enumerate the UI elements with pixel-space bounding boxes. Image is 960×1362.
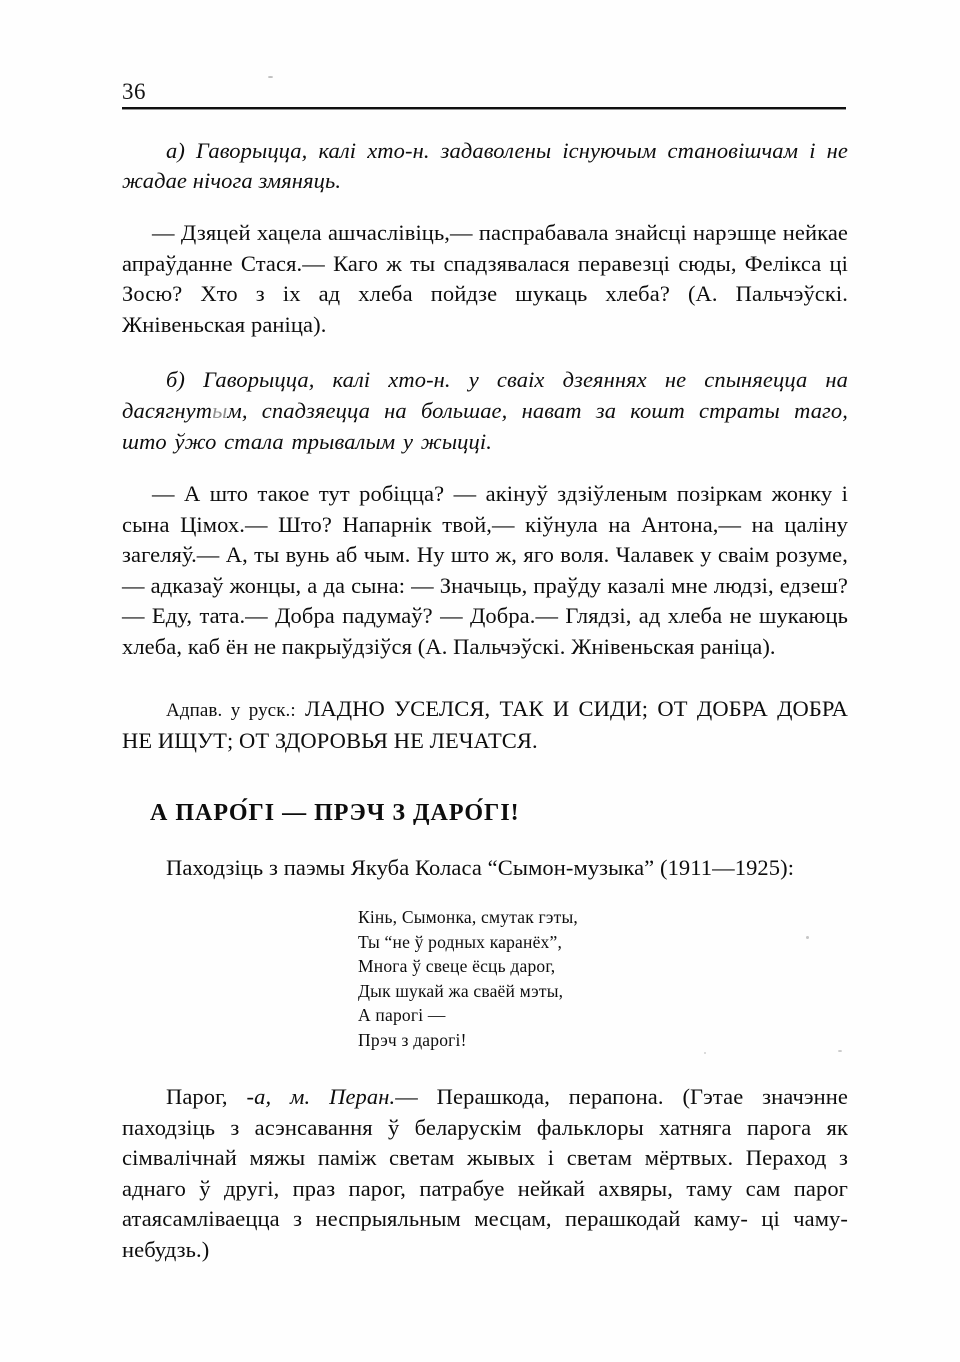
page-header [122, 80, 846, 109]
gloss-paragraph-b [122, 364, 848, 457]
verse-block [358, 905, 848, 1052]
russian-equivalent-paragraph [122, 694, 848, 756]
verse-line: Прэч з дарогі! [358, 1029, 467, 1050]
verse-line: Дык шукай жа сваёй мэты, [358, 980, 564, 1001]
gloss-b-text-end: м, спадзяецца на большае, нават за кошт страты таго, што ўжо стала трывалым у жыцці. [122, 398, 848, 454]
gloss-paragraph-a: а) Гаворыцца, калі хто-н. задаволены існуючым становішчам і не жадае нічога змяняць. [122, 138, 848, 193]
gloss-b-text-start: б) Гаворыцца, калі хто-н. у сваіх дзеяннях не спыняецца на дасягнут [122, 367, 848, 423]
quotation-b: — А што такое тут робіцца? — акінуў здзіўленым позіркам жонку і сына Цімох.— Што? Напарнік твой,— кіўнула на Антона,— на цаліну загеляў.— А, ты вунь аб чым. Ну што ж, яго воля. Чалавек у сваім розуме,— адказаў жонцы, а да сына: — Значыць, праўду казалі мне людзі, едзеш? — Еду, тата.— Добра падумаў? — Добра.— Глядзі, ад хлеба не шукаюць хлеба, каб ён не пакрыўдзіўся (А. Пальчэўскі. Жнівеньская раніца). [122, 481, 848, 659]
definition-lemma: Парог, [166, 1084, 228, 1109]
scan-artifact-speck [838, 1050, 842, 1052]
definition-body: — Перашкода, перапона. (Гэтае значэнне паходзіць з асэнсавання ў беларускім фальклоры хатняга парога як сімвалічнай мяжы паміж светам жывых і светам мёртвых. Пераход з аднаго ў другі, праз парог, патрабуе нейкай ахвяры, таму сам парог атаясамліваецца з неспрыяльным месцам, перашкодай каму- ці чаму-небудзь.) [122, 1084, 848, 1262]
gloss-b-faded-glyph: ы [212, 398, 228, 423]
page-body [122, 136, 848, 1265]
origin-note: Паходзіць з паэмы Якуба Коласа “Сымон-музыка” (1911—1925): [166, 855, 795, 880]
definition-grammar: -а, м. [246, 1084, 311, 1109]
page-number: 36 [122, 79, 146, 104]
verse-line: Кінь, Сымонка, смутак гэты, [358, 907, 578, 927]
verse-line: Ты “не ў родных каранёх”, [358, 931, 563, 952]
verse-line: Многа ў свеце ёсць дарог, [358, 956, 556, 976]
entry-headword: А ПАРО́ГІ — ПРЭЧ З ДАРО́ГІ! [150, 800, 520, 826]
definition-paragraph [122, 1082, 848, 1265]
scan-artifact-speck [806, 936, 809, 939]
equivalent-text: ЛАДНО УСЕЛСЯ, ТАК И СИДИ; ОТ ДОБРА ДОБРА НЕ ИЩУТ; ОТ ЗДОРОВЬЯ НЕ ЛЕЧАТСЯ. [122, 696, 848, 753]
equivalent-label: Адпав. у руск.: [166, 700, 296, 721]
definition-usage-label: Перан. [329, 1084, 396, 1109]
header-divider [122, 107, 846, 109]
scan-artifact-speck [704, 1052, 706, 1054]
scan-artifact-speck [268, 76, 273, 78]
verse-line: А парогі — [358, 1005, 446, 1025]
quotation-a: — Дзяцей хацела ашчаслівіць,— паспрабавала знайсці нарэшце нейкае апраўданне Стася.— Каго ж ты спадзявалася перавезці сюды, Фелікса ці Зосю? Хто з іх ад хлеба пойдзе шукаць хлеба? (А. Пальчэўскі. Жнівеньская раніца). [122, 220, 848, 337]
